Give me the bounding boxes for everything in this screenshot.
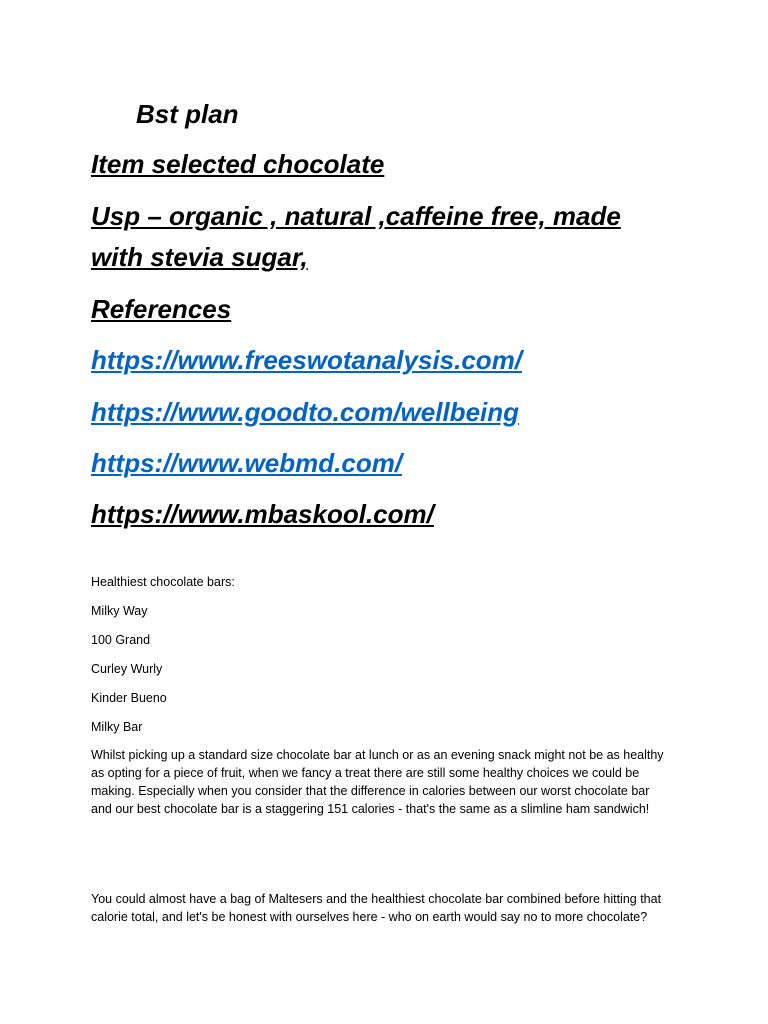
paragraph-line: You could almost have a bag of Maltesers and the healthiest chocolate bar combined before hitting that [91, 892, 662, 906]
reference-link-goodto[interactable]: https://www.goodto.com/wellbeing [91, 397, 520, 427]
reference-link-webmd[interactable]: https://www.webmd.com/ [91, 448, 403, 478]
paragraph-line: as opting for a piece of fruit, when we fancy a treat there are still some healthy choices we could be [91, 766, 640, 780]
paragraph-line: Whilst picking up a standard size chocolate bar at lunch or as an evening snack might not be as healthy [91, 748, 664, 762]
paragraph-line: and our best chocolate bar is a staggering 151 calories - that's the same as a slimline ham sandwich! [91, 802, 650, 816]
paragraph-line: making. Especially when you consider that the difference in calories between our worst chocolate bar [91, 784, 650, 798]
item-selected-line: Item selected chocolate [91, 149, 385, 179]
reference-link-mbaskool[interactable]: https://www.mbaskool.com/ [91, 499, 434, 529]
list-item: Milky Way [91, 604, 148, 618]
references-heading: References [91, 294, 232, 324]
healthiest-bars-heading: Healthiest chocolate bars: [91, 575, 235, 589]
document-title: Bst plan [136, 99, 239, 129]
list-item: Kinder Bueno [91, 691, 167, 705]
paragraph-line: calorie total, and let's be honest with ourselves here - who on earth would say no to more chocolate? [91, 910, 648, 924]
usp-line-1: Usp – organic , natural ,caffeine free, made [91, 201, 621, 231]
list-item: Curley Wurly [91, 662, 163, 676]
list-item: Milky Bar [91, 720, 143, 734]
usp-line-2: with stevia sugar, [91, 242, 308, 272]
paragraph-maltesers [91, 890, 691, 926]
list-item: 100 Grand [91, 633, 151, 647]
paragraph-calories [91, 746, 691, 818]
reference-link-freeswotanalysis[interactable]: https://www.freeswotanalysis.com/ [91, 345, 523, 375]
